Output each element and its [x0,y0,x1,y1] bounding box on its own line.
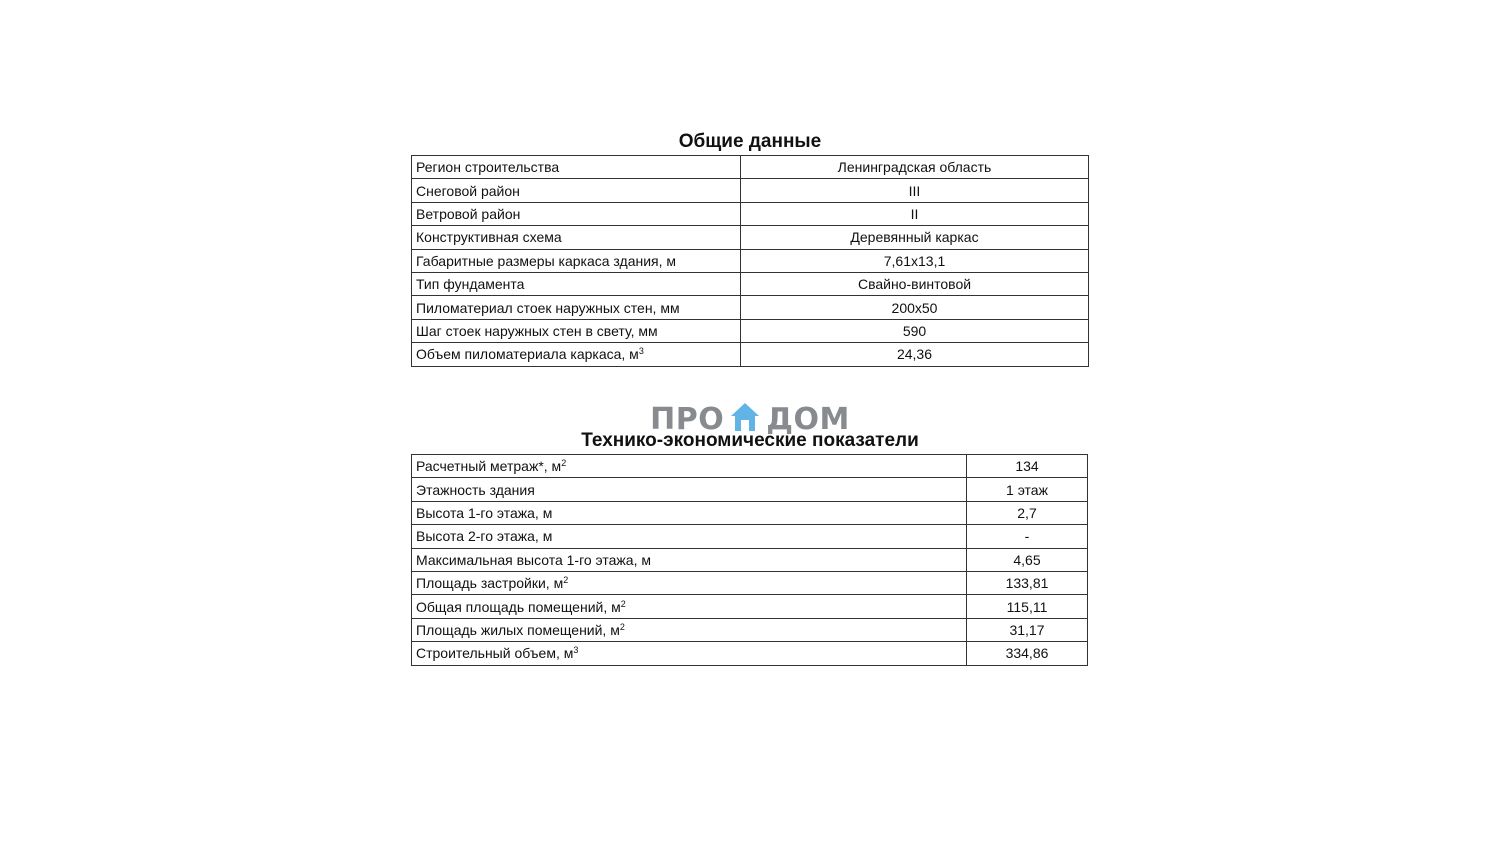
row-label: Объем пиломатериала каркаса, $м^3$ [412,343,741,366]
row-label: Площадь жилых помещений, $м^2$ [412,618,967,641]
row-label: Максимальная высота 1-го этажа, м [412,548,967,571]
row-label: Тип фундамента [412,272,741,295]
row-value: 4,65 [967,548,1088,571]
table-row [412,156,1089,179]
tech-indicators-table [411,454,1088,666]
table-row [412,501,1088,524]
row-label: Пиломатериал стоек наружных стен, мм [412,296,741,319]
row-value: 334,86 [967,642,1088,665]
unit-superscript: 3 [638,346,644,357]
row-value: 115,11 [967,595,1088,618]
row-value: - [967,525,1088,548]
row-value: 590 [741,319,1089,342]
row-value: 7,61x13,1 [741,249,1089,272]
table-row [412,595,1088,618]
row-value: 134 [967,455,1088,478]
row-label: Конструктивная схема [412,226,741,249]
row-value: III [741,179,1089,202]
row-value: 133,81 [967,571,1088,594]
table-row [412,272,1089,295]
row-value: 2,7 [967,501,1088,524]
table-row [412,642,1088,665]
row-label: Габаритные размеры каркаса здания, м [412,249,741,272]
row-label: Общая площадь помещений, $м^2$ [412,595,967,618]
general-data-table [411,155,1089,367]
row-label: Шаг стоек наружных стен в свету, мм [412,319,741,342]
table-row [412,249,1089,272]
unit-superscript: 2 [619,621,625,632]
row-label: Площадь застройки, $м^2$ [412,571,967,594]
table-row [412,343,1089,366]
unit-superscript: 2 [563,575,569,586]
row-value: 31,17 [967,618,1088,641]
row-label: Регион строительства [412,156,741,179]
row-value: 1 этаж [967,478,1088,501]
row-value: Свайно-винтовой [741,272,1089,295]
row-label: Этажность здания [412,478,967,501]
unit-superscript: 2 [561,458,567,469]
row-label: Расчетный метраж*, $м^2$ [412,455,967,478]
row-label: Ветровой район [412,202,741,225]
row-value: 200x50 [741,296,1089,319]
row-value: Ленинградская область [741,156,1089,179]
tech-indicators-title: Технико-экономические показатели [581,430,919,451]
row-label: Снеговой район [412,179,741,202]
table-row [412,478,1088,501]
row-label: Строительный объем, $м^3$ [412,642,967,665]
table-row [412,319,1089,342]
row-value: 24,36 [741,343,1089,366]
row-value: II [741,202,1089,225]
table-row [412,571,1088,594]
row-label: Высота 1-го этажа, м [412,501,967,524]
general-data-title: Общие данные [678,131,822,152]
row-label: Высота 2-го этажа, м [412,525,967,548]
table-row [412,455,1088,478]
table-row [412,548,1088,571]
unit-superscript: 2 [620,598,626,609]
watermark-left-text: ПРО [650,402,725,437]
unit-superscript: 3 [573,645,579,656]
table-row [412,202,1089,225]
table-row [412,525,1088,548]
row-value: Деревянный каркас [741,226,1089,249]
table-row [412,296,1089,319]
watermark-right-text: ДОМ [766,402,850,437]
table-row [412,618,1088,641]
table-row [412,179,1089,202]
table-row [412,226,1089,249]
